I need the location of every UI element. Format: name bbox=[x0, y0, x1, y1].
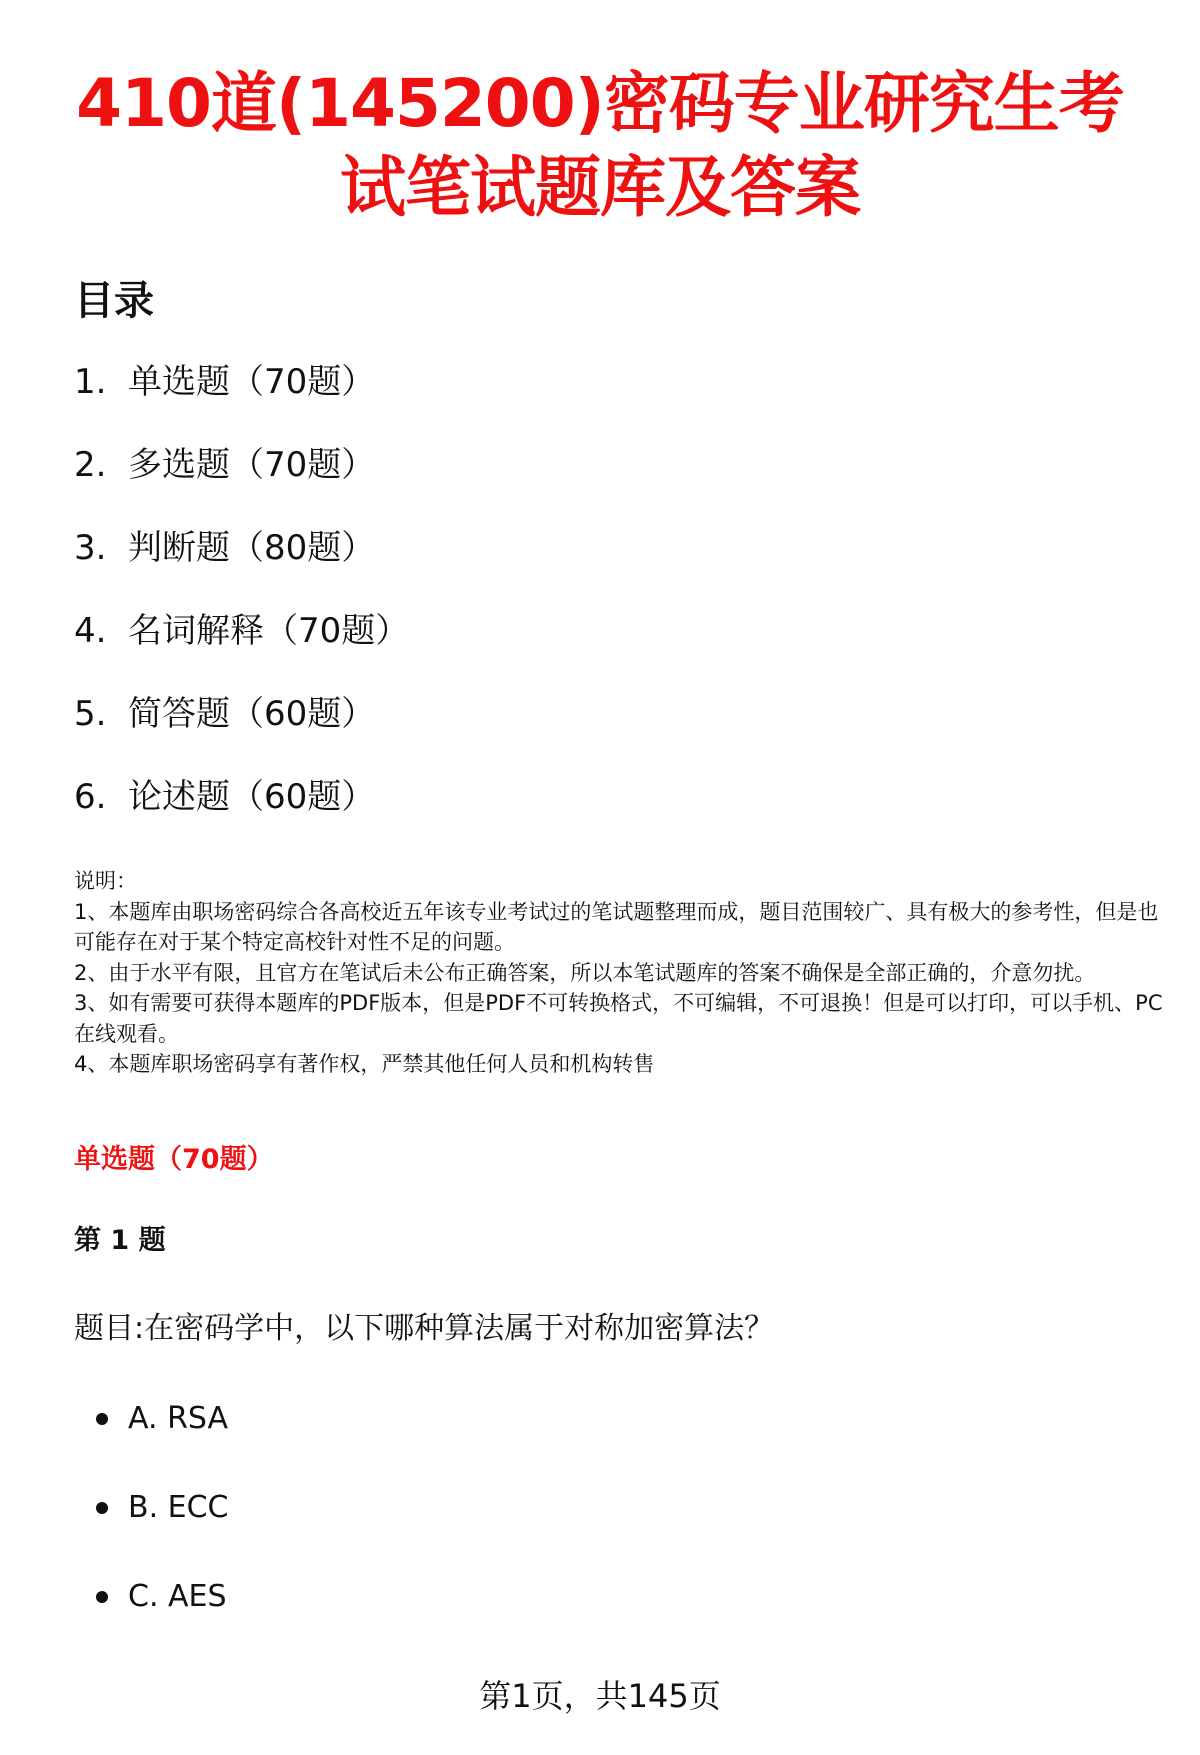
toc-item bbox=[74, 526, 409, 609]
toc-item-number: 5. bbox=[74, 694, 107, 734]
options-list bbox=[96, 1399, 229, 1666]
toc-item-label: 名词解释（70题） bbox=[128, 611, 410, 651]
note-line: 1、本题库由职场密码综合各高校近五年该专业考试过的笔试题整理而成，题目范围较广、具有极大的参考性，但是也可能存在对于某个特定高校针对性不足的问题。 bbox=[74, 899, 1159, 954]
toc-item bbox=[74, 443, 409, 526]
bullet-icon bbox=[96, 1413, 108, 1425]
toc-item-number: 4. bbox=[74, 611, 107, 651]
toc-item bbox=[74, 360, 409, 443]
toc-item-number: 1. bbox=[74, 362, 107, 402]
bullet-icon bbox=[96, 1502, 108, 1514]
toc-item-label: 判断题（80题） bbox=[128, 528, 376, 568]
option-label: A. RSA bbox=[128, 1401, 229, 1436]
toc-item bbox=[74, 609, 409, 692]
option-item bbox=[96, 1577, 229, 1666]
toc-item-number: 2. bbox=[74, 445, 107, 485]
note-line: 4、本题库职场密码享有著作权，严禁其他任何人员和机构转售 bbox=[74, 1052, 655, 1076]
note-line: 3、如有需要可获得本题库的PDF版本，但是PDF不可转换格式，不可编辑，不可退换！但是可以打印，可以手机、PC在线观看。 bbox=[74, 991, 1163, 1046]
toc-item-number: 6. bbox=[74, 777, 107, 817]
option-label: C. AES bbox=[128, 1579, 227, 1614]
toc-item bbox=[74, 692, 409, 775]
note-line: 2、由于水平有限，且官方在笔试后未公布正确答案，所以本笔试题库的答案不确保是全部正确的，介意勿扰。 bbox=[74, 960, 1096, 985]
toc-heading: 目录 bbox=[74, 278, 154, 324]
bullet-icon bbox=[96, 1591, 108, 1603]
toc-item-label: 多选题（70题） bbox=[128, 445, 376, 485]
question-text: 题目:在密码学中，以下哪种算法属于对称加密算法？ bbox=[74, 1311, 775, 1346]
notes-heading: 说明： bbox=[74, 869, 137, 893]
option-label: B. ECC bbox=[128, 1490, 229, 1525]
option-item bbox=[96, 1488, 229, 1577]
page-footer: 第1页，共145页 bbox=[479, 1677, 721, 1715]
toc-item-number: 3. bbox=[74, 528, 107, 568]
notes-block bbox=[74, 866, 1164, 1080]
toc-item-label: 简答题（60题） bbox=[128, 694, 376, 734]
section-title: 单选题（70题） bbox=[74, 1144, 274, 1175]
toc-list bbox=[74, 360, 409, 858]
option-item bbox=[96, 1399, 229, 1488]
question-number: 第 1 题 bbox=[74, 1225, 166, 1256]
toc-item-label: 论述题（60题） bbox=[128, 777, 376, 817]
document-title: 410道(145200)密码专业研究生考试笔试题库及答案 bbox=[76, 65, 1124, 226]
toc-item bbox=[74, 775, 409, 858]
toc-item-label: 单选题（70题） bbox=[128, 362, 376, 402]
